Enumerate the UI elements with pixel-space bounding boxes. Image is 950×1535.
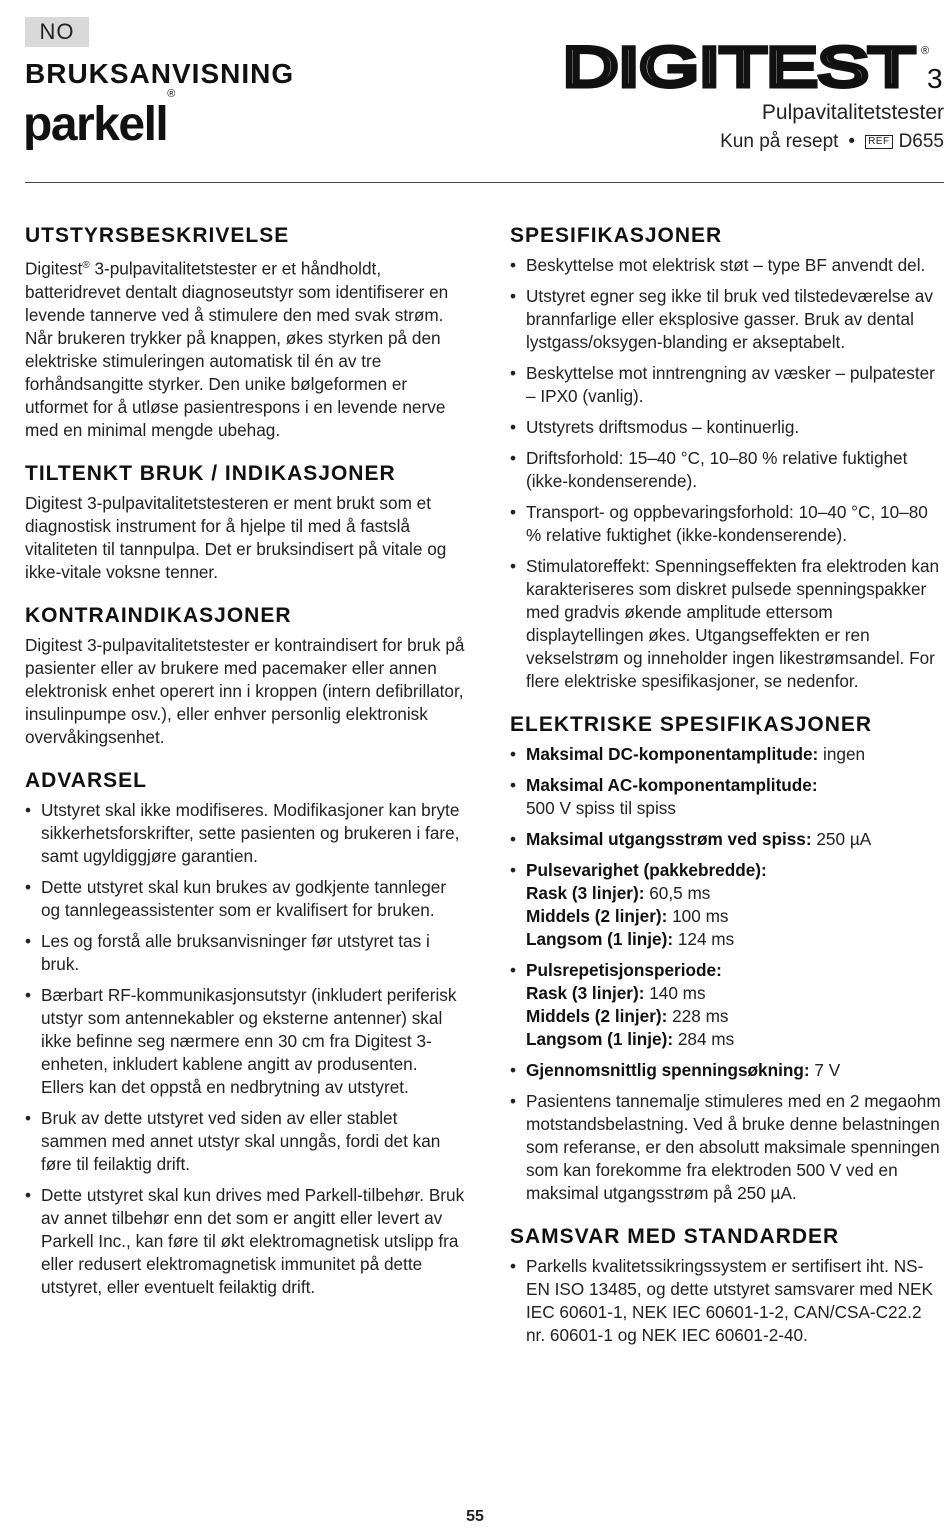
- section-specifications: [510, 222, 944, 693]
- list-item: • Pulsevarighet (pakkebredde): Rask (3 linjer): 60,5 ms Middels (2 linjer): 100 ms Langsom (1 linje): 124 ms: [510, 859, 944, 951]
- registered-mark: ®: [167, 88, 176, 100]
- parkell-logo: [23, 88, 176, 152]
- section-heading: ADVARSEL: [25, 768, 147, 792]
- section-text: Digitest® 3-pulpavitalitetstester er et håndholdt, batteridrevet dentalt diagnoseutstyr som identifiserer en levende tannerve ved å stimulere den med svak strøm. Når brukeren trykker på knappen, økes styrken på den elektriske stimuleringen automatisk til én av tre forhåndsangitte styrker. Den unike bølgeformen er utformet for å utløse pasientrespons i en levende nerve med en minimal mengde ubehag.: [25, 258, 449, 440]
- section-heading: KONTRAINDIKASJONER: [25, 603, 292, 627]
- digitest-3-logo: [563, 40, 949, 96]
- list-item: • Gjennomsnittlig spenningsøkning: 7 V: [510, 1059, 944, 1082]
- spec-list: [510, 254, 944, 693]
- list-item: • Transport- og oppbevaringsforhold: 10–40 °C, 10–80 % relative fuktighet (ikke-kondenserende).: [510, 501, 944, 547]
- list-item: • Utstyret skal ikke modifiseres. Modifikasjoner kan bryte sikkerhetsforskrifter, sette pasienten og brukeren i fare, samt ugyldiggjøre garantien.: [25, 799, 465, 868]
- section-warning: [25, 767, 465, 1299]
- header-divider: [25, 182, 944, 183]
- section-text: Digitest 3-pulpavitalitetstester er kontraindisert for bruk på pasienter eller av brukere med pacemaker eller annen elektronisk enhet operert inn i kroppen (intern defibrillator, insulinpumpe osv.), eller enhver personlig elektronisk overvåkingsenhet.: [25, 634, 465, 747]
- document-title: BRUKSANVISNING: [25, 58, 295, 89]
- warning-list: [25, 799, 465, 1299]
- product-registered-mark: ®: [921, 45, 930, 57]
- section-text: Digitest 3-pulpavitalitetstesteren er ment brukt som et diagnostisk instrument for å hjelpe til med å fastslå vitaliteten til tannpulpa. Det er bruksindisert på vitale og ikke-vitale voksne tenner.: [25, 492, 447, 582]
- list-item: • Beskyttelse mot elektrisk støt – type BF anvendt del.: [510, 254, 944, 277]
- section-intended-use: [25, 460, 465, 584]
- list-item: • Les og forstå alle bruksanvisninger før utstyret tas i bruk.: [25, 930, 465, 976]
- list-item: • Dette utstyret skal kun drives med Parkell-tilbehør. Bruk av annet tilbehør enn det som er angitt eller levert av Parkell Inc., kan føre til økt elektromagnetisk utslipp fra eller redusert elektromagnetisk immunitet på dette utstyret, eller eventuelt feilaktig drift.: [25, 1184, 465, 1299]
- section-standards-compliance: [510, 1223, 944, 1347]
- product-name: DIGITEST: [563, 40, 915, 96]
- list-item: • Driftsforhold: 15–40 °C, 10–80 % relative fuktighet (ikke-kondenserende).: [510, 447, 944, 493]
- product-ref-line: [720, 131, 944, 153]
- list-item: • Utstyret egner seg ikke til bruk ved tilstedeværelse av brannfarlige eller eksplosive gasser. Bruk av dental lystgass/oksygen-blanding er akseptabelt.: [510, 285, 944, 354]
- separator-dot: •: [848, 131, 856, 152]
- list-item: • Parkells kvalitetssikringssystem er sertifisert iht. NS-EN ISO 13485, og dette utstyret samsvarer med NEK IEC 60601-1, NEK IEC 60601-1-2, CAN/CSA-C22.2 nr. 60601-1 og NEK IEC 60601-2-40.: [510, 1255, 944, 1347]
- list-item: • Stimulatoreffekt: Spenningseffekten fra elektroden kan karakteriseres som diskret pulsede spenningspakker med gradvis økende amplitude ettersom displaytellingen økes. Utgangseffekten er ren vekselstrøm og inneholder ingen likestrømsandel. For flere elektriske spesifikasjoner, se nedenfor.: [510, 555, 944, 693]
- list-item: • Pulsrepetisjonsperiode: Rask (3 linjer): 140 ms Middels (2 linjer): 228 ms Langsom (1 linje): 284 ms: [510, 959, 944, 1051]
- ref-symbol: REF: [865, 135, 893, 149]
- section-contraindications: [25, 602, 465, 749]
- list-item: • Maksimal AC-komponentamplitude: 500 V spiss til spiss: [510, 774, 944, 820]
- standards-list: [510, 1255, 944, 1347]
- left-column: [25, 222, 465, 1317]
- section-electrical-specifications: [510, 711, 944, 1205]
- right-column: [510, 222, 944, 1365]
- section-heading: TILTENKT BRUK / INDIKASJONER: [25, 461, 396, 485]
- list-item: • Dette utstyret skal kun brukes av godkjente tannleger og tannlegeassistenter som er kvalifisert for bruken.: [25, 876, 465, 922]
- section-equipment-description: [25, 222, 465, 442]
- section-heading: ELEKTRISKE SPESIFIKASJONER: [510, 713, 873, 736]
- list-item: • Utstyrets driftsmodus – kontinuerlig.: [510, 416, 944, 439]
- language-tag: NO: [25, 17, 89, 47]
- list-item: • Maksimal DC-komponentamplitude: ingen: [510, 743, 944, 766]
- electrical-spec-list: [510, 743, 944, 1205]
- section-heading: SAMSVAR MED STANDARDER: [510, 1225, 840, 1248]
- list-item: • Maksimal utgangsstrøm ved spiss: 250 µA: [510, 828, 944, 851]
- prescription-note: Kun på resept: [720, 131, 839, 152]
- section-heading: SPESIFIKASJONER: [510, 224, 723, 247]
- brand-name: parkell: [23, 98, 168, 151]
- ref-code: D655: [898, 131, 944, 152]
- section-heading: UTSTYRSBESKRIVELSE: [25, 224, 290, 247]
- list-item: • Bærbart RF-kommunikasjonsutstyr (inkludert periferisk utstyr som antennekabler og eksterne antenner) skal ikke befinne seg nærmere enn 30 cm fra Digitest 3-enheten, inkludert kablene angitt av produsenten. Ellers kan det oppstå en nedbrytning av utstyret.: [25, 984, 465, 1099]
- product-subtitle: Pulpavitalitetstester: [761, 101, 944, 124]
- list-item: • Beskyttelse mot inntrengning av væsker – pulpatester – IPX0 (vanlig).: [510, 362, 944, 408]
- list-item: • Bruk av dette utstyret ved siden av eller stablet sammen med annet utstyr skal unngås, fordi det kan føre til feilaktig drift.: [25, 1107, 465, 1176]
- page-number: 55: [466, 1508, 484, 1525]
- product-number: 3: [927, 63, 943, 94]
- list-item: • Pasientens tannemalje stimuleres med en 2 megaohm motstandsbelastning. Ved å bruke denne belastningen som referanse, er den absolutt maksimale spenningen som kan forekomme fra elektroden 500 V ved en maksimal utgangsstrøm på 250 µA.: [510, 1090, 944, 1205]
